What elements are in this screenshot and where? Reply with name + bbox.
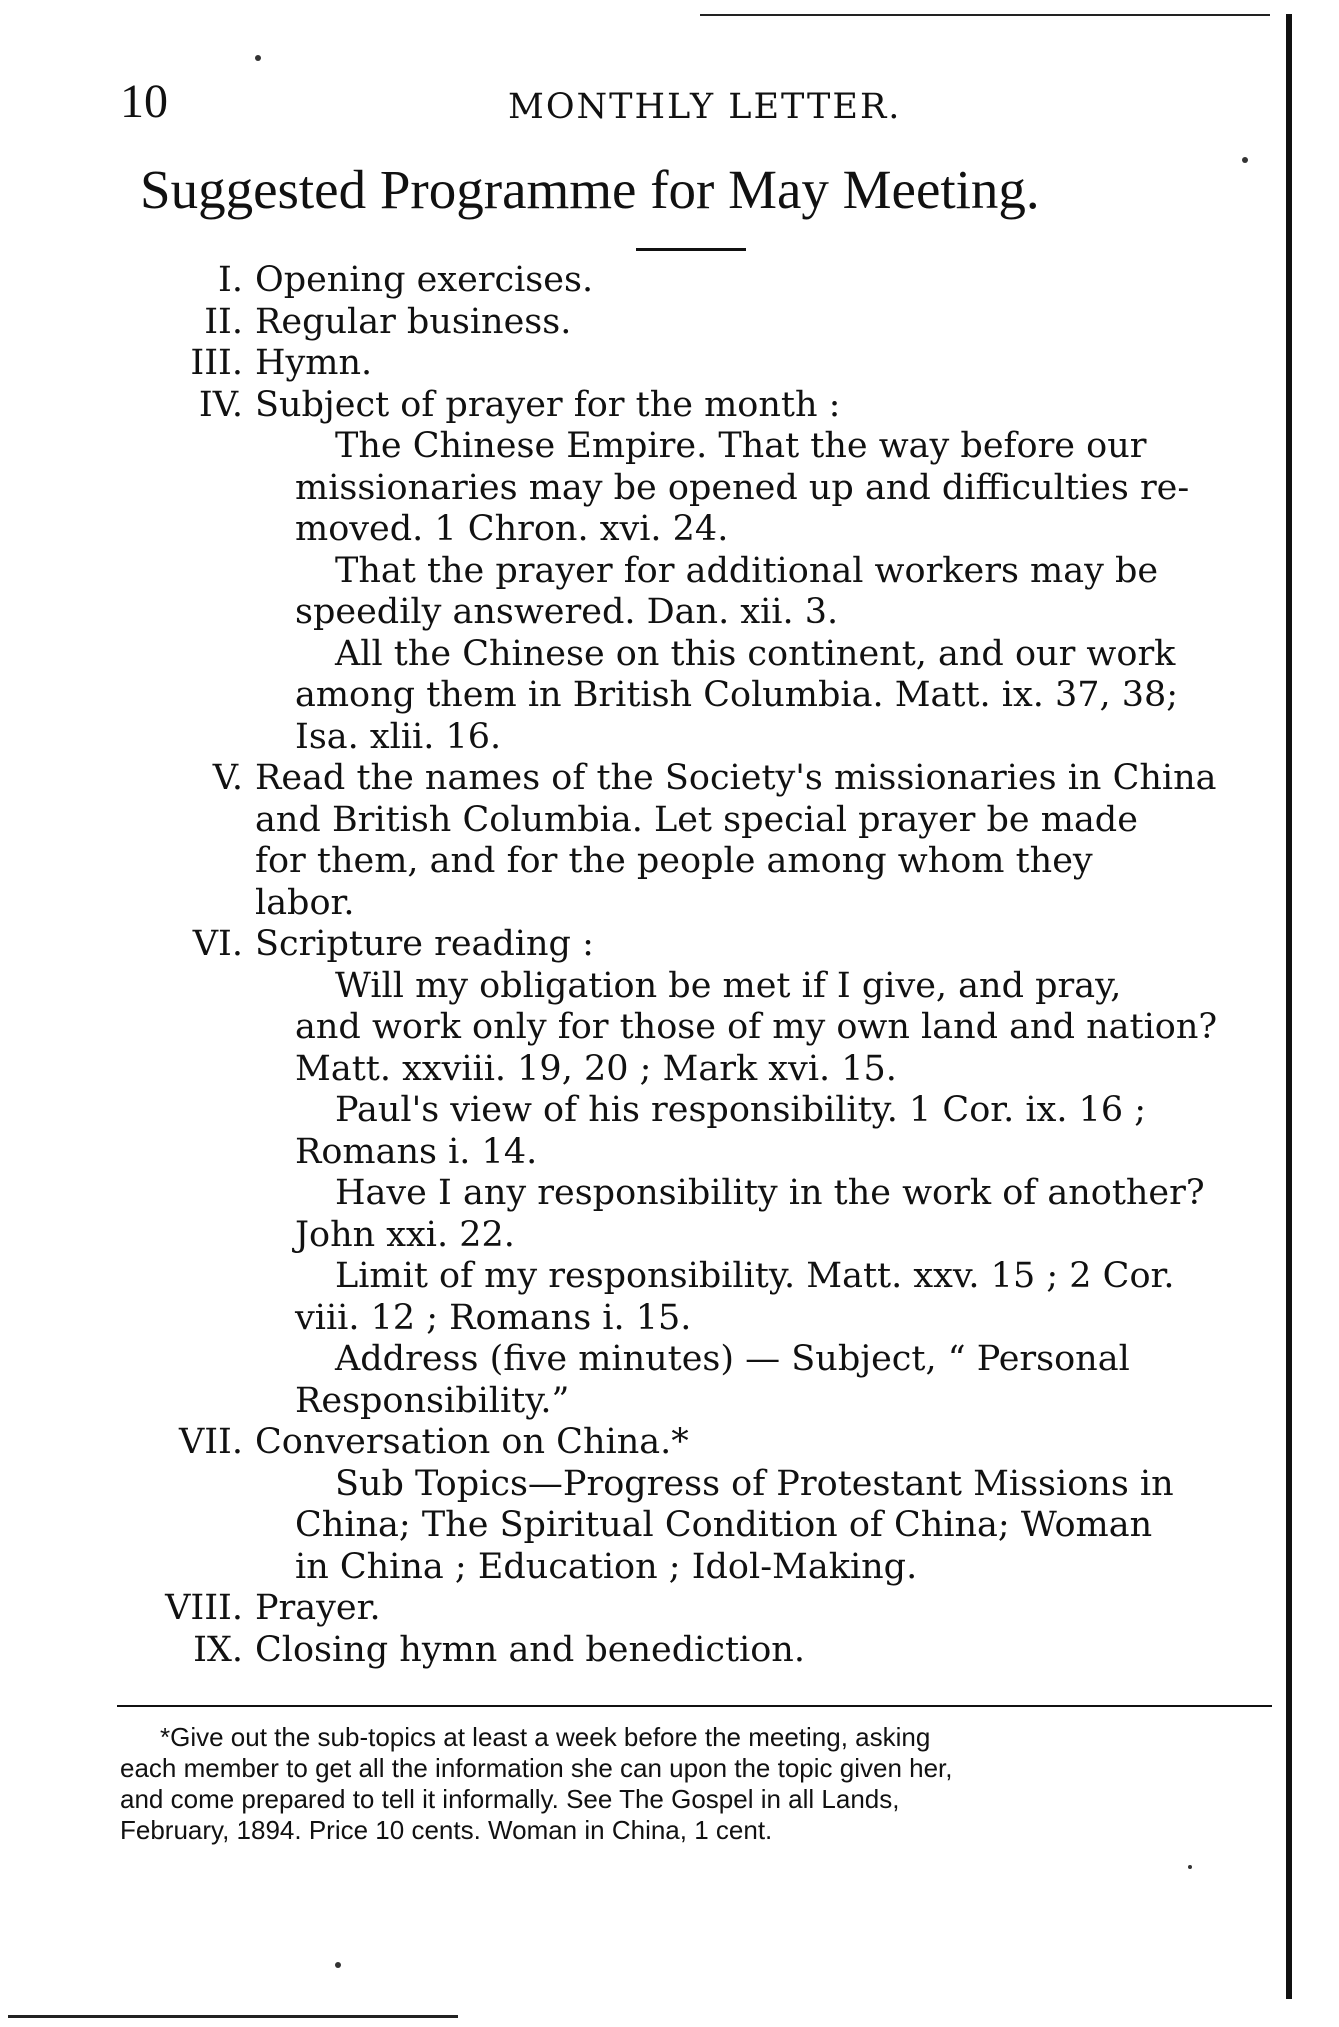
- programme-item: [120, 302, 1270, 344]
- item-body: [255, 302, 1270, 344]
- item-text-line: Scripture reading :: [255, 924, 594, 964]
- item-numeral: V.: [212, 758, 243, 798]
- item-body: [255, 1588, 1270, 1630]
- sub-topic-line: and work only for those of my own land and nation?: [295, 1007, 1218, 1047]
- sub-topic-line: Matt. xxviii. 19, 20 ; Mark xvi. 15.: [295, 1048, 897, 1089]
- page-number: 10: [120, 75, 168, 128]
- item-text-line: for them, and for the people among whom they: [255, 841, 1093, 881]
- page-title: Suggested Programme for May Meeting.: [140, 159, 1040, 220]
- right-edge-rule: [1286, 14, 1292, 1999]
- item-numeral: IV.: [198, 384, 243, 425]
- sub-topic-line: Romans i. 14.: [295, 1131, 538, 1172]
- item-text-line: Hymn.: [255, 343, 373, 383]
- programme-item: [120, 385, 1270, 759]
- programme-item: [120, 758, 1270, 924]
- item-numeral: VI.: [192, 924, 243, 964]
- sub-topic-line: Limit of my responsibility. Matt. xxv. 15 ; 2 Cor.: [335, 1256, 1175, 1296]
- item-body: [255, 924, 1270, 1422]
- sub-topic-line: John xxi. 22.: [295, 1214, 515, 1255]
- sub-topic-line: China; The Spiritual Condition of China; Woman: [295, 1505, 1153, 1545]
- sub-topic-line: in China ; Education ; Idol-Making.: [295, 1546, 918, 1587]
- sub-topic-line: missionaries may be opened up and difficulties re-: [295, 467, 1190, 508]
- programme-item: [120, 924, 1270, 1422]
- item-body: [255, 260, 1270, 302]
- sub-topic-block: [295, 426, 1255, 758]
- sub-topic-block: [295, 1464, 1255, 1589]
- item-text-line: Opening exercises.: [255, 260, 594, 300]
- item-text-line: Closing hymn and benediction.: [255, 1629, 805, 1670]
- sub-topic-block: [295, 966, 1255, 1423]
- item-text-line: Read the names of the Society's missionaries in China: [255, 758, 1217, 798]
- programme-item: [120, 1422, 1270, 1588]
- item-text-line: Conversation on China.*: [255, 1422, 689, 1462]
- programme-item: [120, 343, 1270, 385]
- sub-topic-line: Will my obligation be met if I give, and pray,: [335, 965, 1122, 1006]
- item-text-line: and British Columbia. Let special prayer be made: [255, 799, 1138, 840]
- top-edge-rule: [700, 14, 1270, 16]
- sub-topic-line: viii. 12 ; Romans i. 15.: [295, 1297, 692, 1338]
- sub-topic-line: Sub Topics—Progress of Protestant Missions in: [335, 1463, 1174, 1504]
- sub-topic-line: speedily answered. Dan. xii. 3.: [295, 592, 839, 632]
- title-rule: [636, 248, 746, 251]
- sub-topic-line: The Chinese Empire. That the way before our: [335, 426, 1147, 466]
- item-numeral: II.: [204, 301, 243, 342]
- programme-item: [120, 1588, 1270, 1630]
- item-body: [255, 385, 1270, 759]
- item-body: [255, 758, 1270, 924]
- item-text-line: labor.: [255, 882, 355, 923]
- sub-topic-line: Responsibility.”: [295, 1380, 570, 1421]
- item-text-line: Regular business.: [255, 301, 572, 342]
- item-numeral: VIII.: [165, 1588, 243, 1628]
- sub-topic-line: That the prayer for additional workers may be: [335, 550, 1159, 591]
- item-body: [255, 1630, 1270, 1672]
- sub-topic-line: Have I any responsibility in the work of another?: [335, 1173, 1205, 1213]
- footnote-line: *Give out the sub-topics at least a week before the meeting, asking: [160, 1722, 931, 1752]
- programme-item: [120, 260, 1270, 302]
- sub-topic-line: Address (five minutes) — Subject, “ Personal: [335, 1339, 1130, 1379]
- sub-topic-line: among them in British Columbia. Matt. ix. 37, 38;: [295, 675, 1179, 715]
- running-title: MONTHLY LETTER.: [508, 87, 902, 127]
- sub-topic-line: Isa. xlii. 16.: [295, 716, 502, 757]
- sub-topic-line: moved. 1 Chron. xvi. 24.: [295, 509, 729, 549]
- bottom-edge-rule: [8, 2015, 458, 2018]
- sub-topic-line: Paul's view of his responsibility. 1 Cor. ix. 16 ;: [335, 1090, 1147, 1130]
- page-header: [120, 75, 1270, 138]
- item-body: [255, 343, 1270, 385]
- programme-item: [120, 1630, 1270, 1672]
- item-text-line: Prayer.: [255, 1588, 381, 1628]
- item-numeral: I.: [218, 260, 243, 300]
- footnote: [120, 1722, 1270, 1846]
- item-numeral: III.: [190, 343, 243, 383]
- footnote-rule: [117, 1705, 1272, 1707]
- programme-list: [120, 260, 1270, 1671]
- item-numeral: VII.: [178, 1422, 243, 1462]
- item-numeral: IX.: [193, 1629, 243, 1670]
- item-text-line: Subject of prayer for the month :: [255, 384, 841, 425]
- footnote-line: and come prepared to tell it informally. See The Gospel in all Lands,: [120, 1784, 900, 1814]
- footnote-line: each member to get all the information she can upon the topic given her,: [120, 1753, 953, 1783]
- footnote-line: February, 1894. Price 10 cents. Woman in China, 1 cent.: [120, 1815, 773, 1845]
- sub-topic-line: All the Chinese on this continent, and our work: [335, 633, 1176, 674]
- item-body: [255, 1422, 1270, 1588]
